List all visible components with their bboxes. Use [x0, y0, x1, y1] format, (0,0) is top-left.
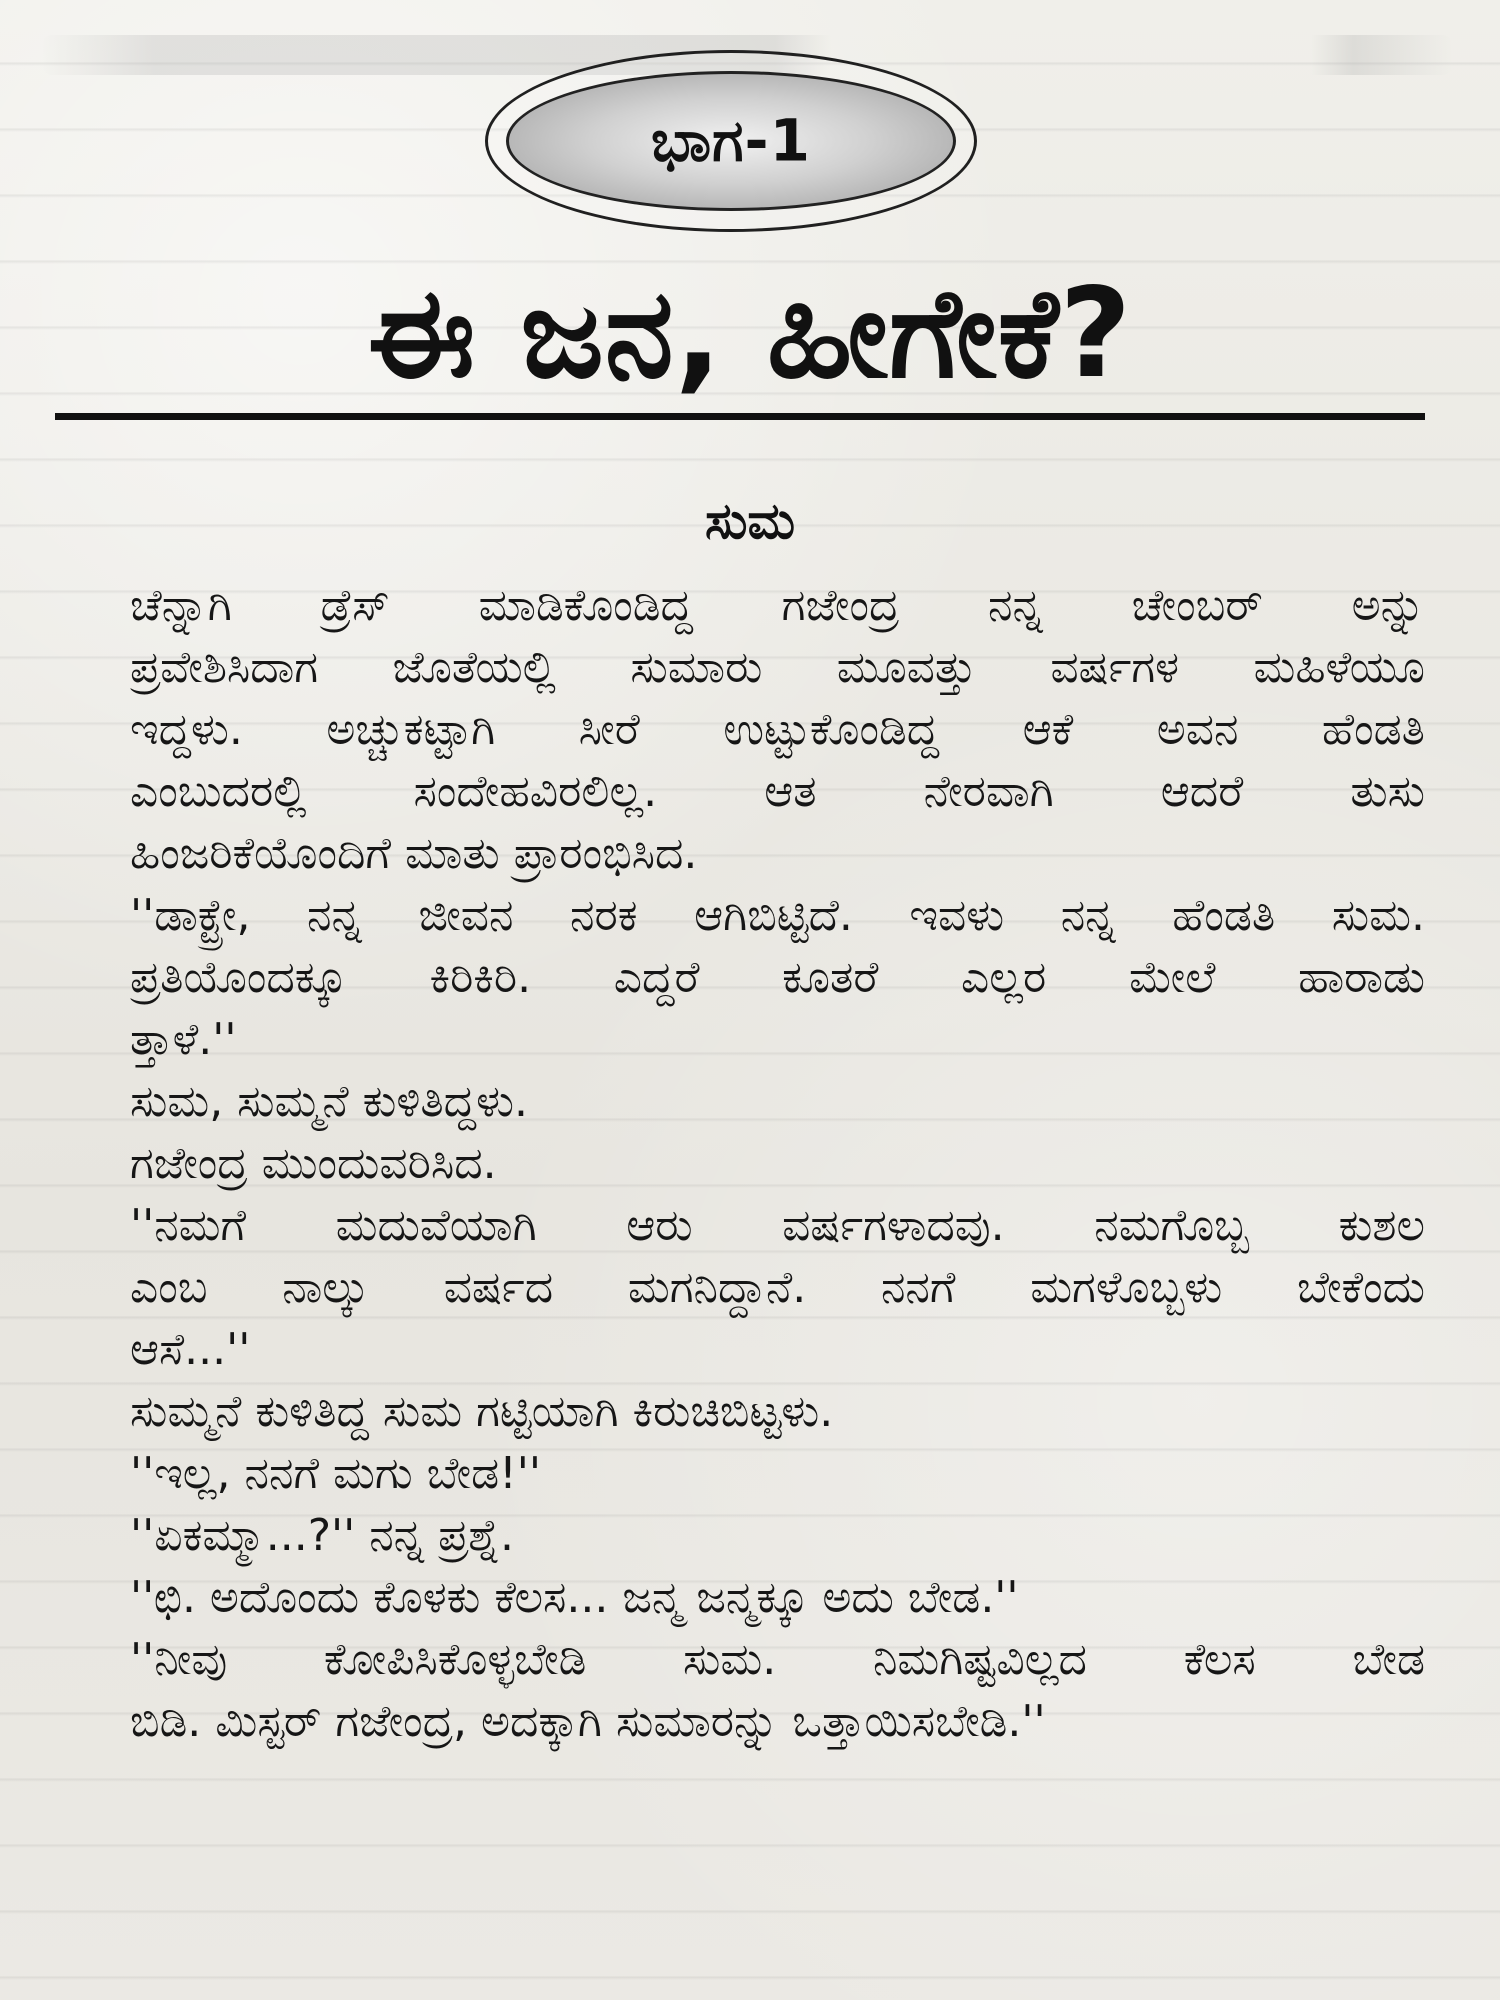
paragraph-3 — [55, 1071, 1425, 1133]
body-line: ಸುಮ, ಸುಮ್ಮನೆ ಕುಳಿತಿದ್ದಳು. — [130, 1076, 528, 1127]
paragraph-1 — [55, 575, 1425, 885]
body-line: ಎಂಬುದರಲ್ಲಿ ಸಂದೇಹವಿರಲಿಲ್ಲ. ಆತ ನೇರವಾಗಿ ಆದರೆ ತುಸು — [130, 766, 1425, 817]
paragraph-6 — [55, 1381, 1425, 1443]
body-line: ತ್ತಾಳೆ.'' — [130, 1014, 237, 1065]
body-line: ಗಜೇಂದ್ರ ಮುಂದುವರಿಸಿದ. — [130, 1138, 497, 1189]
body-line: ಸುಮ್ಮನೆ ಕುಳಿತಿದ್ದ ಸುಮ ಗಟ್ಟಿಯಾಗಿ ಕಿರುಚಿಬಿಟ್ಟಳು. — [130, 1386, 834, 1437]
part-label: ಭಾಗ-1 — [651, 106, 811, 175]
paragraph-4 — [55, 1133, 1425, 1195]
body-line: ಇದ್ದಳು. ಅಚ್ಚುಕಟ್ಟಾಗಿ ಸೀರೆ ಉಟ್ಟುಕೊಂಡಿದ್ದ ಆಕೆ ಅವನ ಹೆಂಡತಿ — [130, 704, 1425, 755]
paragraph-8 — [55, 1505, 1425, 1567]
chapter-title: ಈ ಜನ, ಹೀಗೇಕೆ? — [367, 262, 1133, 406]
body-line: ''ನಮಗೆ ಮದುವೆಯಾಗಿ ಆರು ವರ್ಷಗಳಾದವು. ನಮಗೊಬ್ಬ ಕುಶಲ — [130, 1200, 1425, 1251]
paragraph-2 — [55, 885, 1425, 1071]
part-oval — [485, 50, 977, 232]
body-line: ''ಏಕಮ್ಮಾ...?'' ನನ್ನ ಪ್ರಶ್ನೆ. — [130, 1510, 515, 1561]
body-line: ''ನೀವು ಕೋಪಿಸಿಕೊಳ್ಳಬೇಡಿ ಸುಮ. ನಿಮಗಿಷ್ಟವಿಲ್ಲದ ಕೆಲಸ ಬೇಡ — [130, 1634, 1425, 1685]
body-line: ಆಸೆ...'' — [130, 1324, 251, 1375]
title-rule — [55, 413, 1425, 420]
paragraph-7 — [55, 1443, 1425, 1505]
body-line: ''ಛಿ. ಅದೊಂದು ಕೊಳಕು ಕೆಲಸ... ಜನ್ಮ ಜನ್ಮಕ್ಕೂ ಅದು ಬೇಡ.'' — [130, 1572, 1019, 1623]
body-line: ಪ್ರವೇಶಿಸಿದಾಗ ಜೊತೆಯಲ್ಲಿ ಸುಮಾರು ಮೂವತ್ತು ವರ್ಷಗಳ ಮಹಿಳೆಯೂ — [130, 642, 1425, 693]
body-line: ಬಿಡಿ. ಮಿಸ್ಟರ್ ಗಜೇಂದ್ರ, ಅದಕ್ಕಾಗಿ ಸುಮಾರನ್ನು ಒತ್ತಾಯಿಸಬೇಡಿ.'' — [130, 1696, 1046, 1747]
body-line: ಎಂಬ ನಾಲ್ಕು ವರ್ಷದ ಮಗನಿದ್ದಾನೆ. ನನಗೆ ಮಗಳೊಬ್ಬಳು ಬೇಕೆಂದು — [130, 1262, 1425, 1313]
author-name: ಸುಮ — [705, 492, 795, 550]
paragraph-10 — [55, 1629, 1425, 1753]
body-line: ಚೆನ್ನಾಗಿ ಡ್ರೆಸ್ ಮಾಡಿಕೊಂಡಿದ್ದ ಗಜೇಂದ್ರ ನನ್ನ ಚೇಂಬರ್ ಅನ್ನು — [130, 580, 1425, 631]
chapter-body — [55, 575, 1425, 1905]
body-line: ''ಡಾಕ್ಟ್ರೇ, ನನ್ನ ಜೀವನ ನರಕ ಆಗಿಬಿಟ್ಟಿದೆ. ಇವಳು ನನ್ನ ಹೆಂಡತಿ ಸುಮ. — [130, 890, 1425, 941]
body-line: ''ಇಲ್ಲ, ನನಗೆ ಮಗು ಬೇಡ!'' — [130, 1448, 541, 1499]
part-oval-inner — [506, 71, 956, 211]
paragraph-5 — [55, 1195, 1425, 1381]
paragraph-9 — [55, 1567, 1425, 1629]
body-line: ಪ್ರತಿಯೊಂದಕ್ಕೂ ಕಿರಿಕಿರಿ. ಎದ್ದರೆ ಕೂತರೆ ಎಲ್ಲರ ಮೇಲೆ ಹಾರಾಡು — [130, 952, 1425, 1003]
body-line: ಹಿಂಜರಿಕೆಯೊಂದಿಗೆ ಮಾತು ಪ್ರಾರಂಭಿಸಿದ. — [130, 828, 698, 879]
